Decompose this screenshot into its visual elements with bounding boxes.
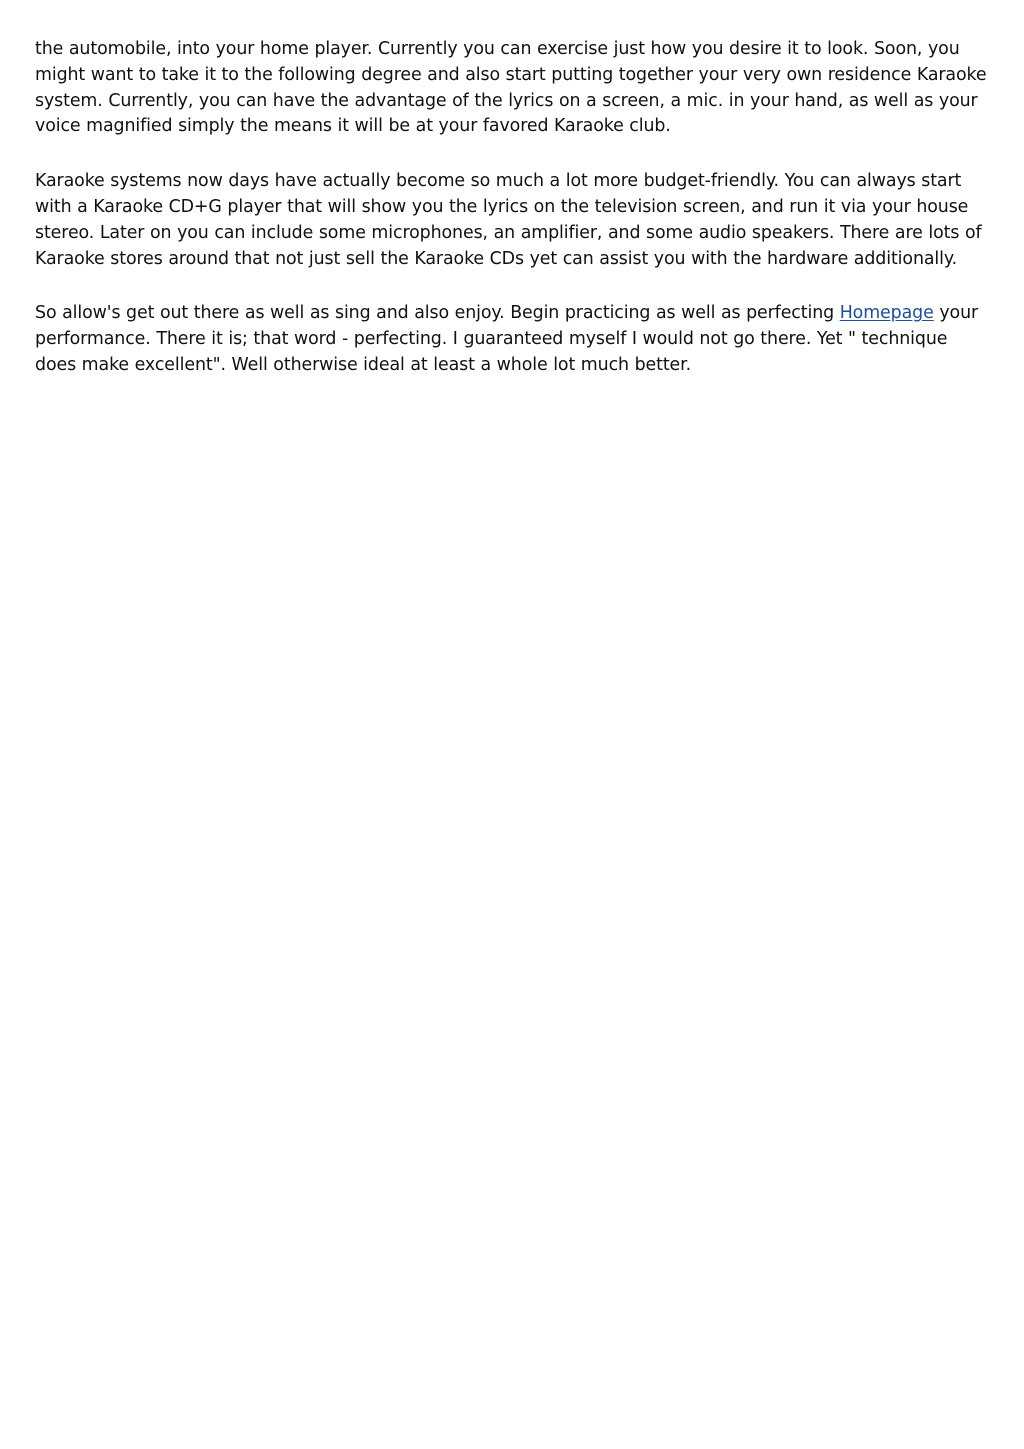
paragraph-3-text-before-link: So allow's get out there as well as sing and also enjoy. Begin practicing as well as perfecting xyxy=(35,303,840,324)
homepage-link[interactable]: Homepage xyxy=(839,303,934,324)
paragraph-3-text-after-link: your performance. There it is; that word - perfecting. I guaranteed myself I would not go there. Yet " technique does make excellent". Well otherwise ideal at least a whole lot much better. xyxy=(35,303,979,375)
document-body xyxy=(35,37,990,408)
paragraph-3 xyxy=(35,301,990,378)
paragraph-2: Karaoke systems now days have actually become so much a lot more budget-friendly. You can always start with a Karaoke CD+G player that will show you the lyrics on the television screen, and run it via your house stereo. Later on you can include some microphones, an amplifier, and some audio speakers. There are lots of Karaoke stores around that not just sell the Karaoke CDs yet can assist you with the hardware additionally. xyxy=(35,171,982,269)
paragraph-1: the automobile, into your home player. Currently you can exercise just how you desire it to look. Soon, you might want to take it to the following degree and also start putting together your very own residence Karaoke system. Currently, you can have the advantage of the lyrics on a screen, a mic. in your hand, as well as your voice magnified simply the means it will be at your favored Karaoke club. xyxy=(35,39,987,137)
